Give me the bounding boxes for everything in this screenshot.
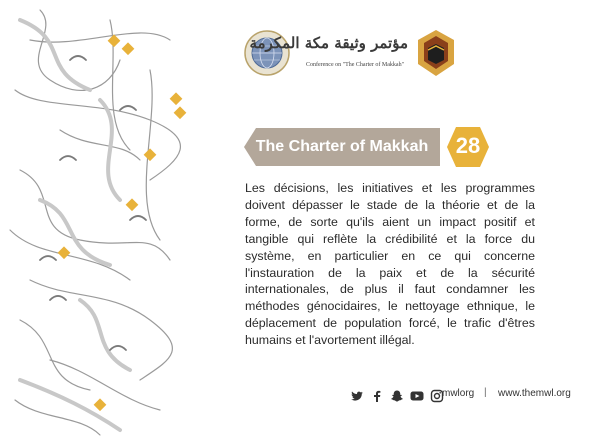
calligraphy-decoration: [0, 0, 200, 440]
conference-arabic-title: مؤتمر وثيقة مكة المكرمة: [249, 34, 408, 52]
number-badge: [444, 126, 490, 168]
footer: [350, 385, 590, 405]
header: [236, 20, 586, 86]
website-link[interactable]: www.themwl.org: [498, 388, 571, 399]
badge-number: 28: [455, 133, 481, 158]
title-banner: [244, 128, 444, 166]
snapchat-icon[interactable]: [390, 388, 404, 402]
page-title: The Charter of Makkah: [255, 138, 429, 155]
kaaba-logo-icon: [414, 28, 458, 78]
youtube-icon[interactable]: [410, 388, 424, 402]
social-handle[interactable]: mwlorg: [442, 388, 475, 399]
charter-text: Les décisions, les initiatives et les programmes doivent dépasser le stade de la théorie et de la forme, de sorte qu'ils aient un impact positif et tangible qui reflète la crédibilité et la force du système, en particulier en ce qui concerne l'instauration de la paix et de la sécurité internationales, de plus il faut condamner les méthodes génocidaires, le nettoyage ethnique, le déplacement de population forcé, le trafic d'êtres humains et l'avortement illégal.: [245, 181, 535, 348]
social-icons: [350, 388, 444, 402]
twitter-icon[interactable]: [350, 388, 364, 402]
conference-english-title: Conference on "The Charter of Makkah": [305, 62, 405, 68]
footer-separator: |: [484, 387, 487, 398]
facebook-icon[interactable]: [370, 388, 384, 402]
